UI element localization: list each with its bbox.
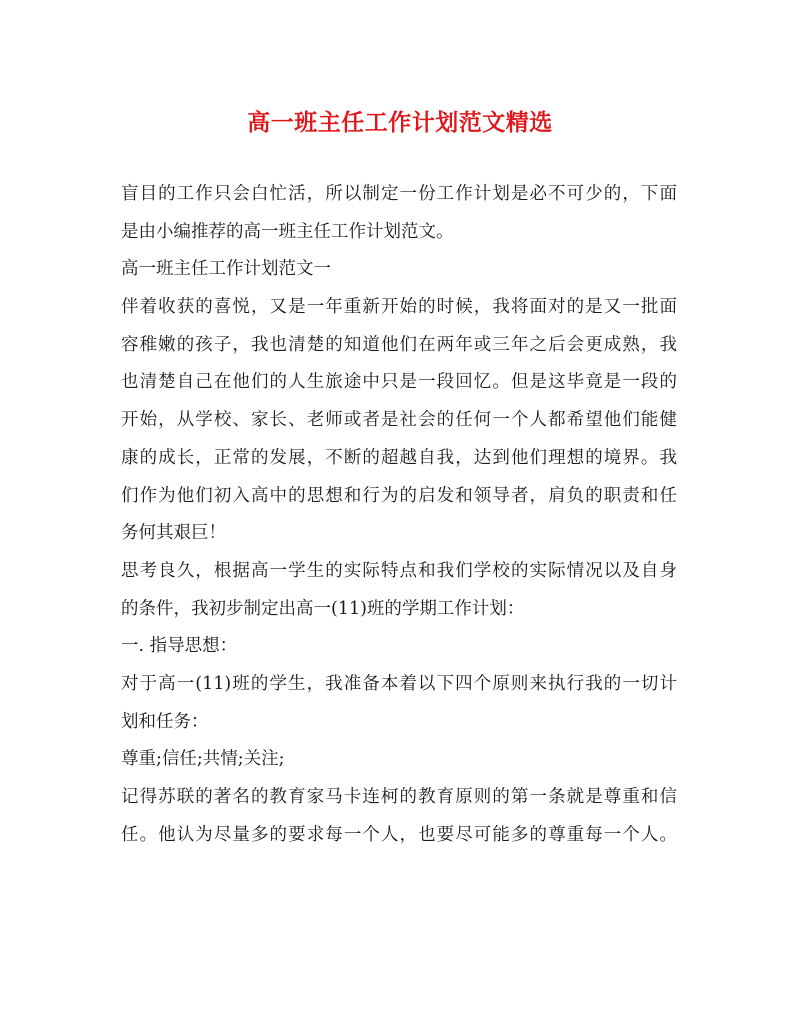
section-heading: 高一班主任工作计划范文一 — [121, 259, 331, 280]
paragraph-line: 记得苏联的著名的教育家马卡连柯的教育原则的第一条就是尊重和信 — [121, 787, 677, 807]
paragraph-line: 务何其艰巨！ — [121, 523, 226, 544]
paragraph-line: 的条件，我初步制定出高一(11)班的学期工作计划： — [121, 598, 525, 619]
paragraph-line: 是由小编推荐的高一班主任工作计划范文。 — [121, 221, 454, 242]
paragraph-line: 伴着收获的喜悦，又是一年重新开始的时候，我将面对的是又一批面 — [121, 297, 677, 318]
paragraph-line: 思考良久，根据高一学生的实际特点和我们学校的实际情况以及自身 — [121, 560, 677, 581]
document-title: 高一班主任工作计划范文精选 — [247, 109, 553, 136]
paragraph-line: 盲目的工作只会白忙活，所以制定一份工作计划是必不可少的，下面 — [121, 184, 677, 204]
paragraph-line: 划和任务： — [121, 711, 209, 732]
paragraph-line: 对于高一(11)班的学生，我准备本着以下四个原则来执行我的一切计 — [121, 673, 677, 694]
paragraph-line: 任。他认为尽量多的要求每一个人，也要尽可能多的尊重每一个人。 — [121, 824, 677, 845]
paragraph-line: 开始，从学校、家长、老师或者是社会的任何一个人都希望他们能健 — [121, 410, 677, 431]
paragraph-line: 康的成长，正常的发展，不断的超越自我，达到他们理想的境界。我 — [121, 447, 677, 468]
section-heading: 一. 指导思想： — [121, 636, 238, 657]
paragraph-line: 尊重;信任;共情;关注; — [121, 749, 285, 770]
document-body — [121, 176, 677, 854]
paragraph-line: 也清楚自己在他们的人生旅途中只是一段回忆。但是这毕竟是一段的 — [121, 372, 677, 393]
paragraph-line: 们作为他们初入高中的思想和行为的启发和领导者，肩负的职责和任 — [121, 485, 677, 506]
paragraph-line: 容稚嫩的孩子，我也清楚的知道他们在两年或三年之后会更成熟，我 — [121, 334, 677, 355]
